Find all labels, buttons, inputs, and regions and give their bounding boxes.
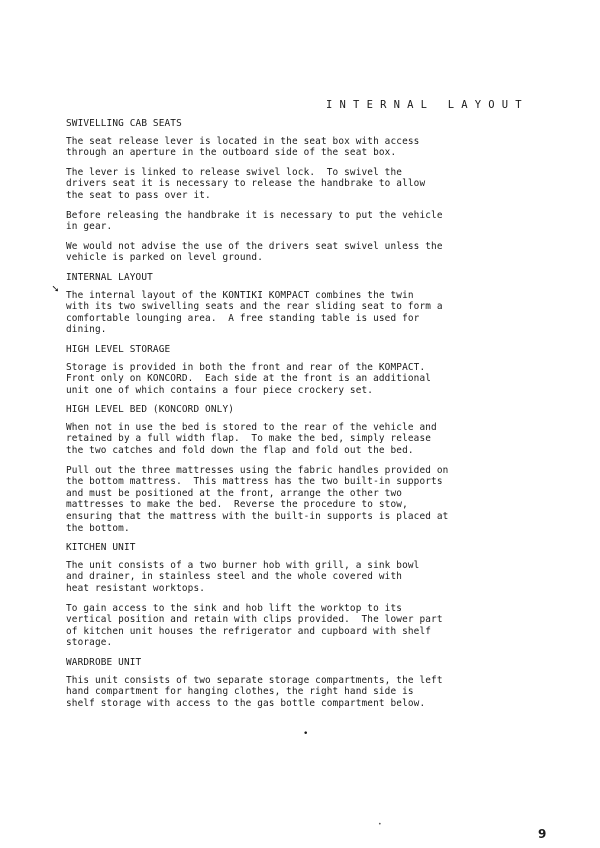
text-line: the seat to pass over it.	[66, 189, 211, 201]
paragraph	[66, 136, 542, 159]
text-line: vehicle is parked on level ground.	[66, 252, 264, 264]
text-line: The unit consists of a two burner hob with grill, a sink bowl	[66, 559, 420, 571]
text-line: and must be positioned at the front, arrange the other two	[66, 487, 403, 499]
text-line: Pull out the three mattresses using the fabric handles provided on	[66, 464, 449, 476]
text-line: We would not advise the use of the drivers seat swivel unless the	[66, 240, 443, 252]
section	[66, 404, 542, 534]
text-line: with its two swivelling seats and the rear sliding seat to form a	[66, 301, 443, 313]
text-line: of kitchen unit houses the refrigerator and cupboard with shelf	[66, 625, 432, 637]
paragraph	[66, 210, 542, 233]
text-line: retained by a full width flap. To make the bed, simply release	[66, 433, 432, 445]
text-line: mattresses to make the bed. Reverse the procedure to stow,	[66, 499, 408, 511]
text-line: ensuring that the mattress with the built-in supports is placed at	[66, 511, 449, 523]
paragraph	[66, 603, 542, 649]
section	[66, 542, 542, 649]
section-heading: HIGH LEVEL BED (KONCORD ONLY)	[66, 404, 235, 416]
text-line: unit one of which contains a four piece crockery set.	[66, 384, 374, 396]
section-heading: KITCHEN UNIT	[66, 542, 136, 554]
paragraph	[66, 290, 542, 336]
text-line: storage.	[66, 637, 113, 649]
text-line: in gear.	[66, 221, 113, 233]
paragraph	[66, 465, 542, 535]
text-line: and drainer, in stainless steel and the whole covered with	[66, 571, 403, 583]
document-body	[66, 118, 542, 717]
speck-mark: •	[378, 821, 382, 828]
text-line: When not in use the bed is stored to the rear of the vehicle and	[66, 421, 437, 433]
text-line: dining.	[66, 324, 107, 336]
section-heading: INTERNAL LAYOUT	[66, 271, 153, 283]
paragraph	[66, 675, 542, 710]
paragraph	[66, 560, 542, 595]
text-line: To gain access to the sink and hob lift the worktop to its	[66, 602, 403, 614]
section	[66, 657, 542, 709]
margin-arrow-mark: ➘	[52, 282, 59, 295]
text-line: Storage is provided in both the front and rear of the KOMPACT.	[66, 361, 426, 373]
paragraph	[66, 241, 542, 264]
text-line: hand compartment for hanging clothes, the right hand side is	[66, 686, 414, 698]
section	[66, 272, 542, 336]
text-line: The lever is linked to release swivel lock. To swivel the	[66, 166, 403, 178]
text-line: the bottom.	[66, 522, 130, 534]
section	[66, 344, 542, 396]
text-line: vertical position and retain with clips provided. The lower part	[66, 614, 443, 626]
page-number: 9	[538, 827, 547, 841]
running-head: INTERNAL LAYOUT	[326, 99, 529, 111]
text-line: The seat release lever is located in the seat box with access	[66, 135, 420, 147]
text-line: the bottom mattress. This mattress has the two built-in supports	[66, 476, 443, 488]
speck-mark: •	[303, 729, 309, 739]
text-line: This unit consists of two separate storage compartments, the left	[66, 674, 443, 686]
section	[66, 118, 542, 264]
text-line: Front only on KONCORD. Each side at the front is an additional	[66, 373, 432, 385]
text-line: through an aperture in the outboard side of the seat box.	[66, 147, 397, 159]
section-heading: SWIVELLING CAB SEATS	[66, 118, 182, 129]
paragraph	[66, 167, 542, 202]
section-heading: HIGH LEVEL STORAGE	[66, 343, 171, 355]
text-line: drivers seat it is necessary to release the handbrake to allow	[66, 178, 426, 190]
text-line: shelf storage with access to the gas bottle compartment below.	[66, 697, 426, 709]
paragraph	[66, 362, 542, 397]
section-heading: WARDROBE UNIT	[66, 656, 142, 668]
text-line: comfortable lounging area. A free standing table is used for	[66, 312, 420, 324]
text-line: the two catches and fold down the flap and fold out the bed.	[66, 445, 414, 457]
text-line: The internal layout of the KONTIKI KOMPACT combines the twin	[66, 289, 414, 301]
paragraph	[66, 422, 542, 457]
text-line: heat resistant worktops.	[66, 583, 206, 594]
text-line: Before releasing the handbrake it is necessary to put the vehicle	[66, 209, 443, 221]
